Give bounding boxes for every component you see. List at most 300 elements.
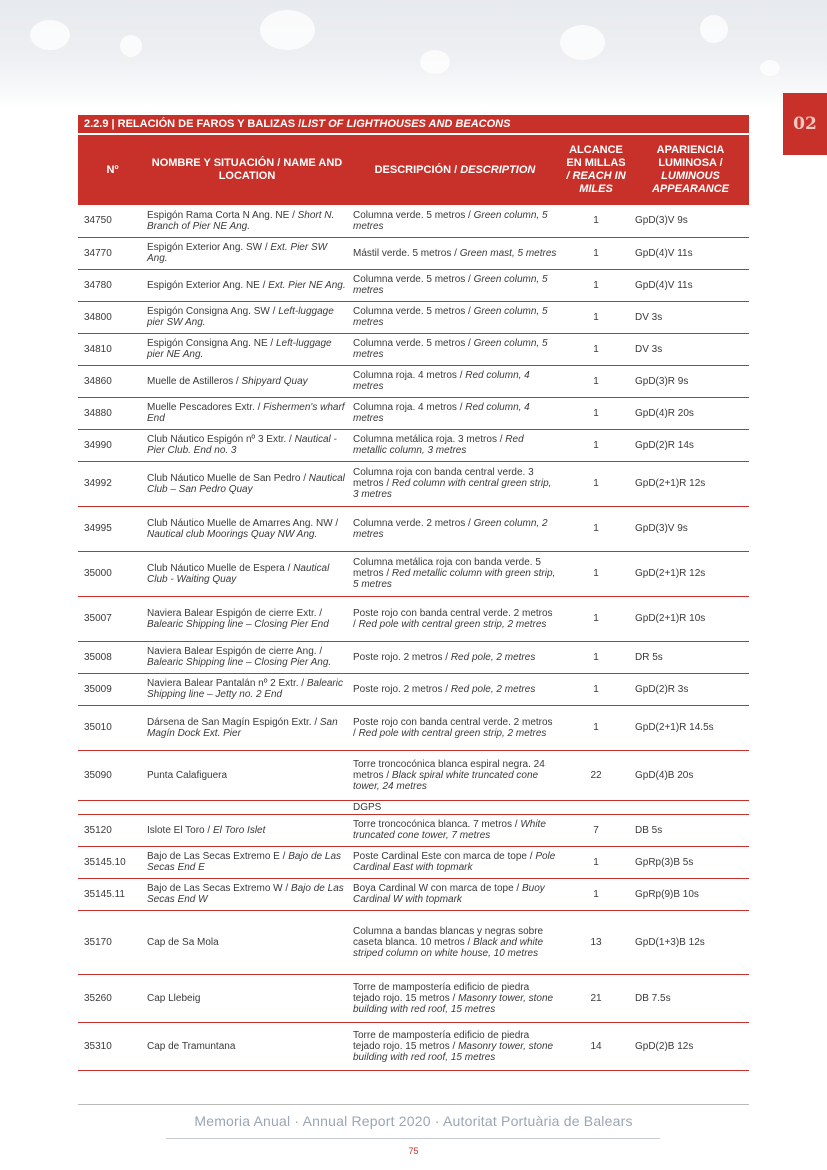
row-name [144,461,350,506]
row-name-es: Espigón Exterior Ang. SW / [147,242,271,253]
row-appearance-text: DV 3s [635,343,663,355]
row-range-text: 21 [590,992,602,1004]
row-name [144,814,350,846]
row-name-en: Nautical club Moorings Quay NW Ang. [147,528,318,540]
row-appearance-text: GpD(1+3)B 12s [635,936,705,948]
row-description-es: Columna verde. 5 metros / [353,338,474,349]
table-row [78,910,749,974]
row-number [78,641,144,673]
row-name-es: Punta Calafiguera [147,769,228,781]
row-description-en: Green column, 2 metres [353,517,548,540]
header-appearance-es: APARIENCIA LUMINOSA / [656,144,725,169]
footer-rule-short [166,1138,660,1139]
row-number [78,237,144,269]
row-description [350,461,560,506]
row-name-es: Muelle de Astilleros / [147,375,242,387]
header-appearance-en: LUMINOUS APPEARANCE [651,170,729,195]
footer-text: Memoria Anual · Annual Report 2020 · Autoritat Portuària de Balears [194,1113,633,1129]
row-description [350,750,560,800]
header-range [560,135,632,205]
row-range-text: 1 [593,683,599,695]
row-range [560,974,632,1022]
section-title-en: LIST OF LIGHTHOUSES AND BEACONS [301,118,511,130]
row-name-es: Islote El Toro / [147,824,213,836]
row-appearance [632,641,749,673]
row-description [350,365,560,397]
row-name-en: Balearic Shipping line – Closing Pier End [147,618,329,630]
row-range [560,506,632,551]
row-description-es: Columna metálica roja con banda verde. 5 metros / [353,557,541,579]
row-appearance-text: GpD(3)V 9s [635,215,688,227]
row-number-text: 35009 [84,683,112,695]
row-name-en: Bajo de Las Secas End W [147,883,344,905]
row-appearance [632,269,749,301]
row-description-en: Red column with central green strip, 3 metres [353,478,552,500]
row-appearance-text: GpD(2)B 12s [635,1040,694,1052]
row-range-text: 1 [593,568,599,579]
row-number-text: 34990 [84,439,112,451]
row-description [350,846,560,878]
section-title [78,115,749,133]
row-description [350,673,560,705]
row-appearance-text: DB 5s [635,824,663,836]
row-range-text: 1 [593,856,599,868]
row-appearance-text: GpD(4)V 11s [635,247,693,259]
row-name [144,365,350,397]
row-name-en: Left-luggage pier SW Ang. [147,306,334,328]
row-description-en: Red pole, 2 metres [450,683,536,695]
row-number [78,910,144,974]
row-range-text: 1 [593,523,599,534]
row-description-es: Torre de mampostería edificio de piedra tejado rojo. 15 metros / [353,981,530,1004]
row-description-es: Columna verde. 2 metros / [353,517,474,529]
row-name-en: Bajo de Las Secas End E [147,851,342,873]
row-description [350,429,560,461]
row-range-text: 1 [593,343,599,355]
row-number-text: 35120 [84,824,112,836]
row-number [78,878,144,910]
row-number [78,365,144,397]
row-description [350,705,560,750]
row-range [560,237,632,269]
row-description-es: Poste rojo con banda central verde. 2 metros / [353,716,553,739]
row-name [144,551,350,596]
row-appearance-text: GpD(4)B 20s [635,769,694,781]
row-range [560,750,632,800]
row-description [350,237,560,269]
row-description-es: Poste Cardinal Este con marca de tope / [353,851,536,862]
row-name [144,910,350,974]
row-number [78,673,144,705]
row-description-en: Red metallic column with green strip, 5 metres [353,568,556,590]
row-number [78,397,144,429]
row-name [144,750,350,800]
row-description [350,974,560,1022]
row-description-en: Masonry tower, stone building with red roof, 15 metres [353,992,554,1015]
row-description-es: Mástil verde. 5 metros / [353,247,460,259]
row-name-en: Balearic Shipping line – Closing Pier Ang. [147,657,332,668]
row-description [350,397,560,429]
row-name-en: Short N. Branch of Pier NE Ang. [147,209,335,232]
row-range [560,551,632,596]
row-number-text: 34880 [84,407,112,419]
header-number: Nº [78,135,144,205]
row-appearance [632,551,749,596]
row-name-es: Espigón Consigna Ang. SW / [147,306,279,317]
row-name-es: Cap Llebeig [147,992,201,1004]
row-description-es: Boya Cardinal W con marca de tope / [353,883,522,894]
row-description [350,800,560,814]
row-name-en: Nautical Club – San Pedro Quay [147,472,345,495]
row-number [78,974,144,1022]
row-name [144,269,350,301]
row-name-es: Muelle Pescadores Extr. / [147,402,264,413]
row-appearance [632,814,749,846]
row-appearance [632,333,749,365]
row-appearance [632,1022,749,1070]
row-name-es: Naviera Balear Pantalán nº 2 Extr. / [147,678,307,689]
row-appearance-text: GpD(2+1)R 12s [635,568,706,579]
row-description-en: Green column, 5 metres [353,274,548,296]
row-range-text: 22 [590,769,602,781]
row-range [560,461,632,506]
row-range-text: 1 [593,215,599,227]
header-range-en: / REACH IN MILES [566,170,626,195]
row-appearance [632,750,749,800]
row-name-es: Club Náutico Espigón nº 3 Extr. / [147,434,295,445]
row-description [350,506,560,551]
row-name [144,705,350,750]
header-appearance [632,135,749,205]
row-description-es: DGPS [353,801,382,813]
row-range [560,269,632,301]
row-description-es: Poste rojo. 2 metros / [353,683,451,695]
row-name-es: Espigón Rama Corta N Ang. NE / [147,209,298,221]
row-name-es: Cap de Tramuntana [147,1040,236,1052]
row-appearance [632,506,749,551]
row-description-en: Masonry tower, stone building with red roof, 15 metres [353,1040,554,1063]
row-description-en: White truncated cone tower, 7 metres [353,819,546,841]
row-appearance [632,705,749,750]
row-range-text: 1 [593,722,599,733]
row-number [78,814,144,846]
row-name-en: Balearic Shipping line – Jetty no. 2 End [147,678,343,700]
row-description-es: Torre troncocónica blanca espiral negra. 24 metros / [353,758,545,781]
row-name-es: Cap de Sa Mola [147,936,219,948]
row-name [144,237,350,269]
row-name-es: Naviera Balear Espigón de cierre Ang. / [147,646,323,657]
row-description-es: Poste rojo. 2 metros / [353,651,451,663]
row-name-es: Bajo de Las Secas Extremo W / [147,883,291,894]
row-range [560,1022,632,1070]
row-number [78,506,144,551]
row-number [78,301,144,333]
row-description-es: Torre troncocónica blanca. 7 metros / [353,819,521,830]
row-range [560,365,632,397]
row-number [78,800,144,814]
row-name-en: Left-luggage pier NE Ang. [147,338,332,360]
row-appearance [632,800,749,814]
row-appearance [632,596,749,641]
row-name-es: Club Náutico Muelle de San Pedro / [147,472,309,484]
row-number-text: 34992 [84,478,112,489]
table-header-row [78,135,749,205]
row-appearance [632,205,749,237]
row-appearance [632,429,749,461]
row-range-text: 7 [593,824,599,836]
row-range-text: 13 [590,936,602,948]
row-name [144,846,350,878]
row-description [350,641,560,673]
row-name-en: San Magín Dock Ext. Pier [147,716,338,739]
row-number-text: 35090 [84,769,112,781]
row-appearance-text: GpD(4)V 11s [635,279,693,291]
row-range-text: 1 [593,478,599,489]
row-name [144,397,350,429]
row-range [560,878,632,910]
row-number-text: 35010 [84,722,112,733]
row-number [78,1022,144,1070]
row-number-text: 34750 [84,215,112,227]
row-description [350,1022,560,1070]
row-number-text: 34995 [84,523,112,534]
row-appearance-text: DV 3s [635,311,663,323]
header-name: NOMBRE Y SITUACIÓN / NAME AND LOCATION [144,135,350,205]
row-range-text: 14 [590,1040,602,1052]
row-name-en: Nautical - Pier Club. End no. 3 [147,434,337,456]
row-appearance [632,461,749,506]
row-appearance-text: GpD(2+1)R 12s [635,478,706,489]
row-range [560,800,632,814]
row-number-text: 35007 [84,613,112,624]
section-title-es: 2.2.9 | RELACIÓN DE FAROS Y BALIZAS / [84,118,302,130]
header-description-es: DESCRIPCIÓN / [374,163,461,176]
row-name-en: El Toro Islet [212,824,266,836]
row-range [560,910,632,974]
row-description-es: Columna metálica roja. 3 metros / [353,434,506,445]
row-range-text: 1 [593,439,599,451]
row-number-text: 34800 [84,311,112,323]
row-appearance [632,237,749,269]
row-number-text: 35145.10 [84,856,126,868]
table-row [78,800,749,814]
table-row [78,878,749,910]
row-description [350,301,560,333]
row-description [350,910,560,974]
row-appearance-text: GpD(2+1)R 10s [635,613,706,624]
table-row [78,1022,749,1070]
row-appearance-text: DB 7.5s [635,992,671,1004]
row-name-en: Shipyard Quay [241,375,308,387]
table-row [78,301,749,333]
row-name [144,596,350,641]
row-range [560,397,632,429]
row-description-es: Columna roja. 4 metros / [353,402,466,413]
row-number-text: 35145.11 [84,888,125,900]
row-number [78,205,144,237]
row-number-text: 34860 [84,375,112,387]
row-description-en: Red pole, 2 metres [450,651,536,663]
row-description [350,596,560,641]
row-number [78,269,144,301]
row-range [560,205,632,237]
row-number [78,461,144,506]
row-name-en: Nautical Club - Waiting Quay [147,562,330,585]
row-name [144,800,350,814]
row-number-text: 35000 [84,568,112,579]
header-range-es: ALCANCE EN MILLAS [566,144,626,169]
table-row [78,333,749,365]
row-description-en: Pole Cardinal East with topmark [353,851,556,873]
row-name-es: Bajo de Las Secas Extremo E / [147,851,289,862]
footer-rule [78,1104,749,1105]
row-name [144,673,350,705]
row-name [144,301,350,333]
row-range-text: 1 [593,888,599,900]
row-number [78,846,144,878]
row-number-text: 35260 [84,992,112,1004]
row-description-en: Red pole with central green strip, 2 metres [358,727,547,739]
row-appearance-text: GpD(4)R 20s [635,407,694,419]
row-number-text: 35310 [84,1040,112,1052]
row-appearance-text: GpD(2+1)R 14.5s [635,722,714,733]
row-range-text: 1 [593,651,599,663]
header-description-en: DESCRIPTION [460,163,536,176]
row-description [350,205,560,237]
row-description-en: Green mast, 5 metres [459,247,557,259]
row-number [78,596,144,641]
row-description-es: Columna verde. 5 metros / [353,209,474,221]
row-number [78,429,144,461]
row-name [144,205,350,237]
row-range-text: 1 [593,311,599,323]
row-number [78,551,144,596]
table-row [78,237,749,269]
row-name-es: Naviera Balear Espigón de cierre Extr. / [147,607,323,619]
chapter-tab: 02 [783,93,827,155]
row-appearance [632,878,749,910]
row-range [560,641,632,673]
row-name-es: Club Náutico Muelle de Espera / [147,562,294,574]
row-range [560,705,632,750]
row-appearance [632,846,749,878]
table-row [78,397,749,429]
table-row [78,750,749,800]
table-row [78,365,749,397]
row-name-es: Espigón Exterior Ang. NE / [147,279,269,291]
row-range-text: 1 [593,407,599,419]
row-description-en: Red metallic column, 3 metres [353,434,524,456]
row-number [78,750,144,800]
row-appearance [632,397,749,429]
row-range [560,333,632,365]
row-range [560,301,632,333]
row-appearance [632,974,749,1022]
row-description [350,814,560,846]
table-row [78,673,749,705]
lighthouse-table [78,135,749,1071]
row-range-text: 1 [593,247,599,259]
row-number-text: 34770 [84,247,112,259]
row-range-text: 1 [593,613,599,624]
row-number [78,705,144,750]
row-range [560,596,632,641]
row-number-text: 34810 [84,343,112,355]
row-description-en: Black and white striped column on white house, 10 metres [353,936,544,959]
row-appearance [632,673,749,705]
row-appearance-text: GpD(2)R 14s [635,439,694,451]
table-row [78,846,749,878]
row-description-en: Red pole with central green strip, 2 metres [358,618,547,630]
row-range [560,846,632,878]
row-appearance-text: GpD(3)R 9s [635,375,689,387]
table-row [78,506,749,551]
row-description-es: Torre de mampostería edificio de piedra tejado rojo. 15 metros / [353,1029,530,1052]
row-name [144,506,350,551]
row-name [144,878,350,910]
row-description-en: Green column, 5 metres [353,338,548,360]
row-description-es: Columna a bandas blancas y negras sobre caseta blanca. 10 metros / [353,925,544,948]
row-name-en: Fishermen's wharf End [147,402,345,424]
row-name [144,641,350,673]
row-appearance-text: DR 5s [635,651,663,663]
row-name-en: Ext. Pier NE Ang. [268,279,346,291]
table-row [78,551,749,596]
row-name-es: Dársena de San Magín Espigón Extr. / [147,716,320,728]
row-number-text: 35008 [84,651,112,663]
row-range-text: 1 [593,375,599,387]
row-appearance [632,301,749,333]
row-description [350,551,560,596]
row-appearance [632,910,749,974]
row-description-es: Columna verde. 5 metros / [353,306,474,317]
row-description-es: Columna roja. 4 metros / [353,370,466,381]
row-appearance-text: GpRp(9)B 10s [635,888,699,900]
table-row [78,429,749,461]
header-description [350,135,560,205]
row-range [560,814,632,846]
table-row [78,269,749,301]
row-description-en: Green column, 5 metres [353,306,548,328]
row-description-en: Red column, 4 metres [353,402,530,424]
row-description-en: Green column, 5 metres [353,209,548,232]
row-appearance-text: GpD(2)R 3s [635,683,689,695]
row-name-es: Club Náutico Muelle de Amarres Ang. NW / [147,517,339,529]
row-name [144,974,350,1022]
page-background-texture [0,0,827,110]
row-name-es: Espigón Consigna Ang. NE / [147,338,276,349]
row-range [560,429,632,461]
row-description [350,878,560,910]
table-row [78,461,749,506]
row-range-text: 1 [593,279,599,291]
row-name [144,429,350,461]
row-appearance-text: GpD(3)V 9s [635,523,688,534]
row-description-en: Buoy Cardinal W with topmark [353,883,545,905]
row-description-en: Red column, 4 metres [353,370,530,392]
table-row [78,641,749,673]
row-range [560,673,632,705]
row-description-es: Columna verde. 5 metros / [353,274,474,285]
table-row [78,814,749,846]
row-description-en: Black spiral white truncated cone tower, 24 metres [353,769,539,792]
row-name-en: Ext. Pier SW Ang. [147,242,328,264]
page-number: 75 [408,1146,419,1156]
table-row [78,205,749,237]
table-row [78,974,749,1022]
row-description [350,269,560,301]
row-name [144,333,350,365]
